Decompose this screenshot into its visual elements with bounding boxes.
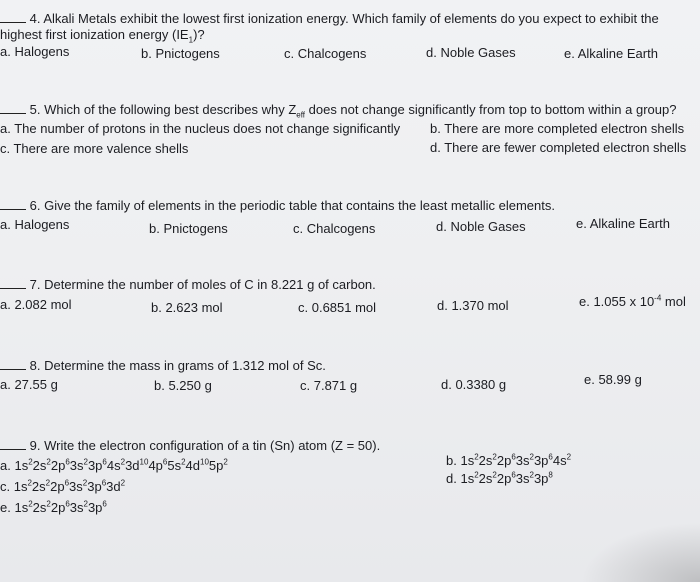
electron-count: 6: [102, 457, 107, 467]
option-b[interactable]: [446, 453, 571, 469]
option-a[interactable]: a. 2.082 mol: [0, 297, 72, 312]
question-8: [0, 357, 326, 374]
question-number: 6.: [29, 198, 41, 213]
electron-count: 8: [548, 470, 553, 480]
orbital: 3p: [87, 500, 103, 515]
electron-count: 2: [529, 470, 534, 480]
electron-count: 2: [46, 499, 51, 509]
electron-count: 6: [548, 452, 553, 462]
question-4-line-2: [0, 27, 205, 43]
question-text: Write the electron configuration of a tin (Sn) atom (Z = 50).: [44, 438, 381, 453]
electron-count: 6: [511, 452, 516, 462]
option-d[interactable]: d. Noble Gases: [426, 45, 516, 60]
option-e[interactable]: [0, 500, 107, 516]
electron-count: 2: [27, 478, 32, 488]
electron-count: 2: [46, 457, 51, 467]
option-d[interactable]: d. There are fewer completed electron shells: [430, 140, 687, 155]
orbital: 2s: [32, 500, 47, 515]
question-text: highest first ionization energy (IE: [0, 27, 189, 42]
orbital: 1s: [13, 479, 28, 494]
orbital: 2s: [478, 453, 493, 468]
electron-configuration: [14, 500, 106, 515]
option-d[interactable]: d. 0.3380 g: [441, 377, 507, 392]
orbital: 2s: [32, 458, 47, 473]
option-letter: a.: [0, 458, 15, 473]
orbital: 4s: [106, 458, 121, 473]
electron-count: 10: [200, 457, 209, 467]
orbital: 3p: [533, 471, 549, 486]
electron-count: 10: [139, 457, 149, 467]
orbital: 4p: [148, 458, 163, 473]
electron-count: 2: [474, 470, 479, 480]
option-c[interactable]: c. There are more valence shells: [0, 141, 189, 156]
electron-count: 2: [82, 478, 88, 488]
electron-count: 2: [45, 478, 51, 488]
orbital: 3p: [87, 479, 102, 494]
question-text: does not change significantly from top to bottom within a group?: [305, 102, 677, 117]
subscript: eff: [296, 110, 306, 120]
option-e[interactable]: e. 58.99 g: [584, 372, 642, 387]
answer-blank[interactable]: [0, 437, 26, 450]
orbital: 3s: [69, 458, 84, 473]
option-b[interactable]: b. Pnictogens: [149, 221, 228, 236]
option-letter: b.: [446, 453, 461, 468]
electron-count: 2: [120, 478, 126, 488]
option-letter: e.: [0, 500, 15, 515]
option-e[interactable]: e. Alkaline Earth: [576, 216, 670, 231]
question-number: 8.: [29, 358, 41, 373]
orbital: 1s: [14, 458, 29, 473]
orbital: 3p: [87, 458, 103, 473]
orbital: 5s: [167, 458, 182, 473]
superscript: -4: [654, 293, 662, 303]
electron-count: 6: [162, 457, 168, 467]
orbital: 3p: [533, 453, 549, 468]
electron-count: 2: [28, 499, 33, 509]
electron-configuration: [460, 453, 571, 468]
option-d[interactable]: [446, 471, 553, 487]
electron-configuration: [14, 479, 125, 494]
option-letter: d.: [446, 471, 461, 486]
option-a[interactable]: a. Halogens: [0, 44, 70, 59]
question-number: 9.: [29, 438, 41, 453]
option-text: e. 1.055 x 10: [579, 294, 655, 309]
orbital: 4d: [185, 458, 201, 473]
option-c[interactable]: [0, 479, 125, 495]
answer-blank[interactable]: [0, 197, 26, 210]
option-d[interactable]: d. 1.370 mol: [437, 298, 509, 313]
option-a[interactable]: a. 27.55 g: [0, 377, 58, 392]
orbital: 2p: [496, 453, 512, 468]
photo-shadow: [580, 522, 700, 582]
orbital: 1s: [460, 471, 475, 486]
orbital: 2s: [478, 471, 493, 486]
question-6: [0, 197, 555, 214]
orbital: 2p: [50, 500, 66, 515]
option-c[interactable]: c. Chalcogens: [293, 221, 376, 236]
option-b[interactable]: b. There are more completed electron shells: [430, 121, 685, 136]
option-a[interactable]: a. The number of protons in the nucleus does not change significantly: [0, 121, 401, 136]
question-4: [0, 10, 659, 27]
option-b[interactable]: b. 2.623 mol: [151, 300, 223, 315]
electron-count: 2: [492, 470, 497, 480]
orbital: 5p: [208, 458, 224, 473]
orbital: 1s: [14, 500, 29, 515]
option-c[interactable]: c. Chalcogens: [284, 46, 367, 61]
question-text: Determine the mass in grams of 1.312 mol of Sc.: [44, 358, 326, 373]
orbital: 3s: [515, 453, 530, 468]
electron-count: 6: [102, 499, 107, 509]
electron-count: 2: [83, 499, 88, 509]
orbital: 2p: [50, 458, 66, 473]
question-text: Which of the following best describes why Z: [44, 102, 297, 117]
orbital: 2p: [496, 471, 512, 486]
question-text: )?: [193, 27, 205, 42]
answer-blank[interactable]: [0, 357, 26, 370]
orbital: 3d: [125, 458, 140, 473]
option-letter: c.: [0, 479, 14, 494]
electron-count: 2: [566, 452, 572, 462]
question-5: [0, 101, 676, 118]
option-a[interactable]: [0, 458, 228, 474]
electron-count: 6: [64, 478, 70, 488]
orbital: 3d: [106, 479, 121, 494]
option-b[interactable]: b. Pnictogens: [141, 46, 220, 61]
question-text: Give the family of elements in the periodic table that contains the least metallic elements.: [44, 198, 555, 213]
option-b[interactable]: b. 5.250 g: [154, 378, 212, 393]
orbital: 3s: [69, 500, 84, 515]
orbital: 2s: [31, 479, 46, 494]
electron-count: 2: [474, 452, 479, 462]
option-e[interactable]: e. Alkaline Earth: [564, 46, 658, 61]
question-number: 5.: [29, 102, 41, 117]
option-c[interactable]: c. 0.6851 mol: [298, 300, 377, 315]
question-text: Alkali Metals exhibit the lowest first ionization energy. Which family of elements do you expect to exhibit the: [43, 11, 659, 26]
electron-count: 2: [492, 452, 497, 462]
electron-configuration: [14, 458, 227, 473]
question-9: [0, 437, 380, 454]
answer-blank[interactable]: [0, 276, 26, 289]
electron-count: 6: [511, 470, 516, 480]
option-d[interactable]: d. Noble Gases: [436, 219, 526, 234]
question-text: Determine the number of moles of C in 8.221 g of carbon.: [44, 277, 376, 292]
option-text: mol: [661, 294, 686, 309]
electron-count: 2: [120, 457, 126, 467]
option-c[interactable]: c. 7.871 g: [300, 378, 358, 393]
electron-count: 2: [28, 457, 33, 467]
electron-count: 2: [529, 452, 534, 462]
orbital: 2p: [50, 479, 65, 494]
orbital: 3s: [515, 471, 530, 486]
answer-blank[interactable]: [0, 10, 26, 23]
orbital: 4s: [552, 453, 567, 468]
orbital: 1s: [460, 453, 475, 468]
question-number: 7.: [29, 277, 41, 292]
answer-blank[interactable]: [0, 101, 26, 114]
question-number: 4.: [29, 11, 41, 26]
electron-count: 6: [65, 457, 70, 467]
option-a[interactable]: a. Halogens: [0, 217, 70, 232]
electron-count: 2: [181, 457, 186, 467]
option-e[interactable]: [579, 294, 686, 310]
electron-count: 6: [65, 499, 70, 509]
electron-count: 2: [83, 457, 88, 467]
question-7: [0, 276, 376, 293]
electron-configuration: [460, 471, 552, 486]
electron-count: 2: [223, 457, 228, 467]
orbital: 3s: [69, 479, 83, 494]
electron-count: 6: [101, 478, 107, 488]
subscript: 1: [188, 35, 194, 45]
